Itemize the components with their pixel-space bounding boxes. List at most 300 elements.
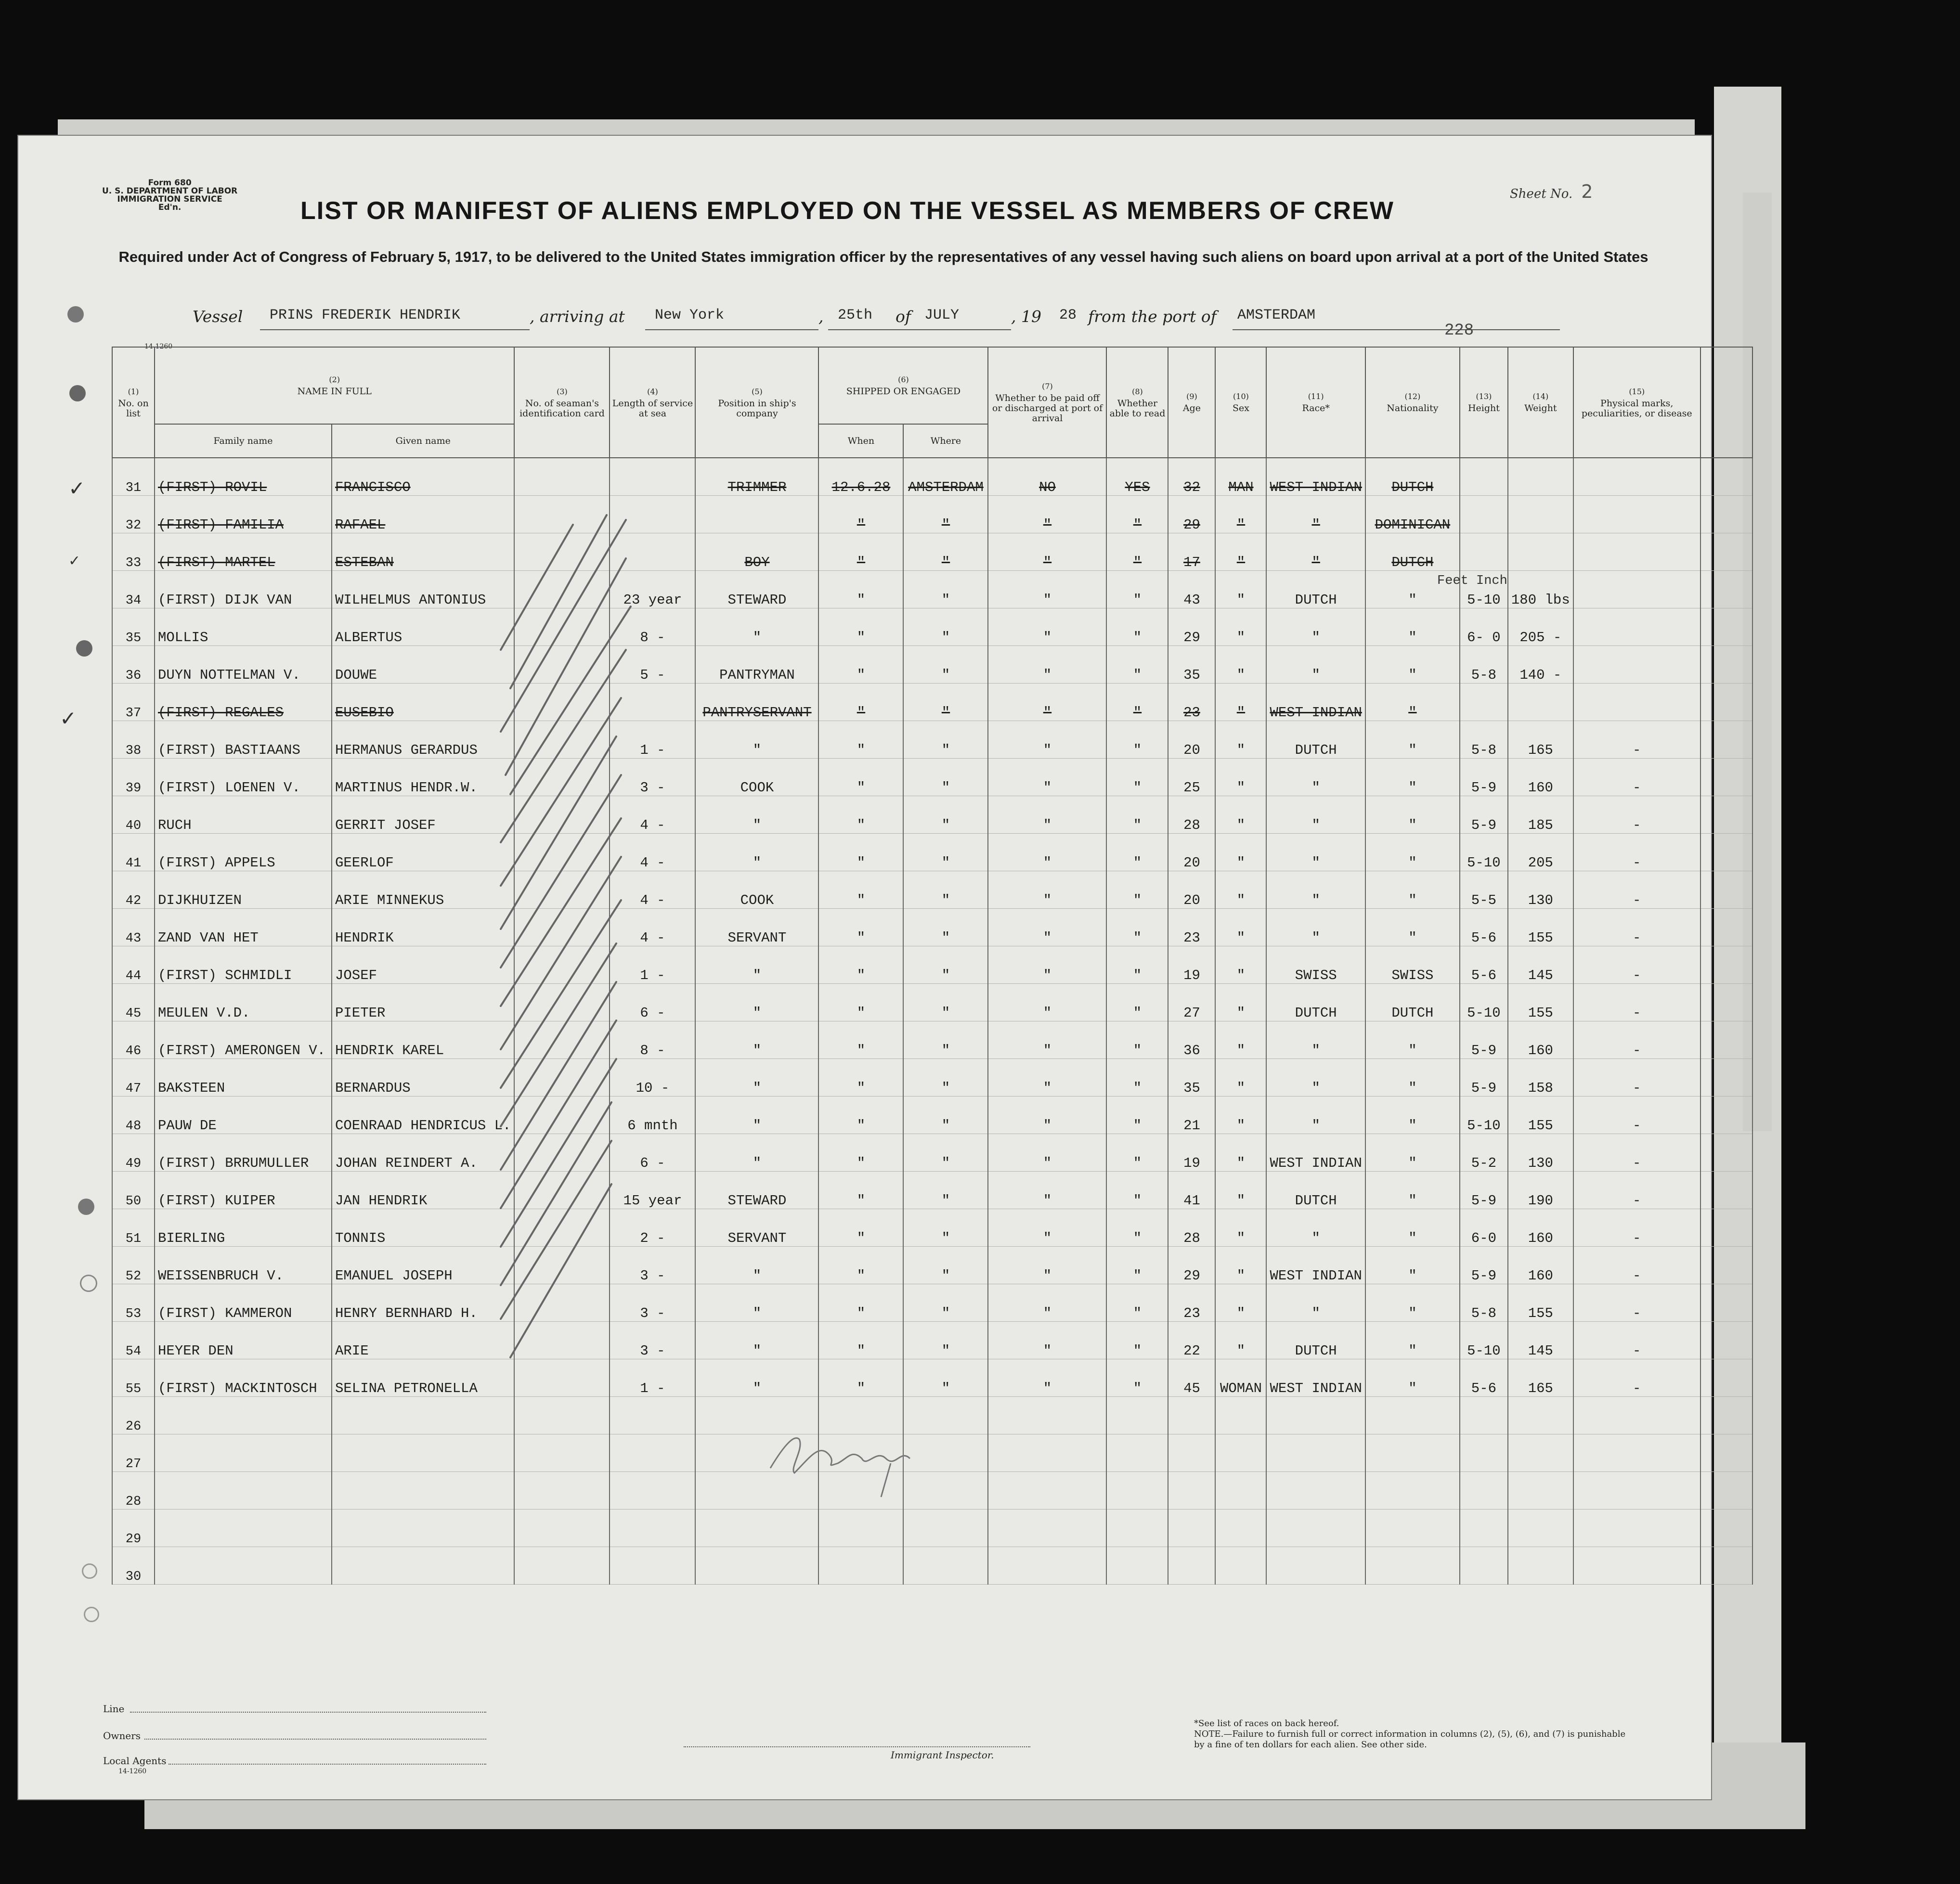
cell-blank [1700,1172,1752,1209]
punch-hole [82,1563,97,1579]
cell-position: " [695,1097,818,1134]
cell-shipped-where: " [903,984,988,1021]
voyage-line [193,307,1661,331]
cell-sex [1215,1547,1266,1585]
cell-paid-off: " [988,1359,1106,1397]
cell-weight: 130 [1508,871,1573,909]
cell-blank [1700,721,1752,759]
cell-family-name: BAKSTEEN [155,1059,332,1097]
cell-shipped-when: " [818,1059,903,1097]
cell-blank [1700,1472,1752,1510]
cell-able-to-read: " [1106,684,1168,721]
cell-physical-marks: - [1573,796,1700,834]
cell-weight: 180 lbs [1508,571,1573,608]
cell-weight: 160 [1508,759,1573,796]
cell-shipped-where: " [903,759,988,796]
cell-physical-marks: - [1573,1247,1700,1284]
cell-blank [1700,909,1752,946]
cell-paid-off: " [988,1134,1106,1172]
cell-sex [1215,1397,1266,1434]
cell-race: " [1266,834,1365,871]
cell-weight: 130 [1508,1134,1573,1172]
cell-given-name: BERNARDUS [332,1059,514,1097]
cell-age [1168,1472,1215,1510]
cell-able-to-read [1106,1547,1168,1585]
cell-sex: " [1215,533,1266,571]
header-form-ref: 14-1260 [144,343,173,350]
table-row [112,721,1752,759]
table-row [112,458,1752,496]
cell-shipped-where: " [903,646,988,684]
cell-service-length [610,458,695,496]
cell-nationality: " [1365,1209,1460,1247]
cell-physical-marks: - [1573,1097,1700,1134]
cell-paid-off: " [988,946,1106,984]
cell-nationality: DOMINICAN [1365,496,1460,533]
col-header-service: (4) Length of service at sea [610,347,695,458]
from-label: from the port of [1088,307,1217,326]
cell-shipped-where: " [903,608,988,646]
cell-position: " [695,1247,818,1284]
cell-service-length: 3 - [610,1322,695,1359]
cell-family-name: (FIRST) ROVIL [155,458,332,496]
table-row [112,1397,1752,1434]
cell-given-name: HERMANUS GERARDUS [332,721,514,759]
line-field [130,1712,486,1713]
cell-service-length: 3 - [610,759,695,796]
cell-shipped-where: " [903,721,988,759]
cell-nationality: " [1365,871,1460,909]
cell-nationality: " [1365,1172,1460,1209]
cell-given-name: DOUWE [332,646,514,684]
cell-able-to-read: " [1106,1322,1168,1359]
cell-row-number: 30 [112,1547,155,1585]
cell-service-length: 10 - [610,1059,695,1097]
table-row [112,871,1752,909]
cell-family-name: (FIRST) DIJK VAN [155,571,332,608]
col-header-weight: (14) Weight [1508,347,1573,458]
cell-paid-off: " [988,1209,1106,1247]
cell-service-length: 2 - [610,1209,695,1247]
cell-age: 20 [1168,834,1215,871]
cell-nationality: " [1365,1134,1460,1172]
cell-service-length [610,1547,695,1585]
cell-blank [1700,1547,1752,1585]
cell-id-card [514,1434,610,1472]
cell-service-length: 6 - [610,984,695,1021]
cell-service-length: 5 - [610,646,695,684]
cell-physical-marks [1573,571,1700,608]
cell-family-name: DIJKHUIZEN [155,871,332,909]
cell-sex [1215,1510,1266,1547]
table-row [112,496,1752,533]
cell-shipped-when: " [818,684,903,721]
cell-able-to-read: " [1106,871,1168,909]
sheet-number: Sheet No. 2 [1510,181,1593,202]
cell-able-to-read [1106,1434,1168,1472]
cell-physical-marks [1573,646,1700,684]
cell-height: 5-9 [1460,1059,1508,1097]
cell-given-name: JOHAN REINDERT A. [332,1134,514,1172]
arrival-year: 28 [1059,307,1077,323]
cell-paid-off [988,1547,1106,1585]
cell-race: WEST INDIAN [1266,1134,1365,1172]
cell-age: 21 [1168,1097,1215,1134]
col-header-blank [1700,347,1752,458]
cell-family-name: (FIRST) KUIPER [155,1172,332,1209]
cell-shipped-when: " [818,571,903,608]
cell-able-to-read: " [1106,1284,1168,1322]
cell-family-name [155,1434,332,1472]
cell-row-number: 52 [112,1247,155,1284]
cell-paid-off: " [988,496,1106,533]
cell-row-number: 29 [112,1510,155,1547]
cell-shipped-where: " [903,1359,988,1397]
table-row [112,646,1752,684]
cell-height: 5-10 [1460,1322,1508,1359]
cell-id-card [514,1472,610,1510]
col-header-nationality: (12) Nationality [1365,347,1460,458]
cell-physical-marks [1573,608,1700,646]
cell-race [1266,1472,1365,1510]
cell-race: DUTCH [1266,571,1365,608]
cell-family-name: DUYN NOTTELMAN V. [155,646,332,684]
cell-paid-off [988,1397,1106,1434]
table-row [112,1472,1752,1510]
cell-sex: " [1215,909,1266,946]
cell-height: 5-9 [1460,796,1508,834]
cell-family-name [155,1472,332,1510]
cell-nationality: " [1365,1097,1460,1134]
page-title: LIST OR MANIFEST OF ALIENS EMPLOYED ON THE VESSEL AS MEMBERS OF CREW [300,197,1394,225]
cell-given-name: ARIE [332,1322,514,1359]
cell-row-number: 35 [112,608,155,646]
cell-physical-marks [1573,1547,1700,1585]
cell-position: " [695,834,818,871]
cell-position: " [695,1284,818,1322]
table-row [112,909,1752,946]
cell-age: 36 [1168,1021,1215,1059]
cell-given-name: HENRY BERNHARD H. [332,1284,514,1322]
cell-row-number: 37 [112,684,155,721]
cell-age: 35 [1168,646,1215,684]
cell-able-to-read: " [1106,646,1168,684]
cell-row-number: 44 [112,946,155,984]
cell-paid-off: " [988,909,1106,946]
cell-blank [1700,458,1752,496]
cell-race: " [1266,608,1365,646]
table-row [112,1097,1752,1134]
table-row [112,1172,1752,1209]
cell-sex [1215,1472,1266,1510]
cell-service-length [610,1434,695,1472]
cell-paid-off: " [988,646,1106,684]
cell-paid-off: " [988,533,1106,571]
cell-blank [1700,1059,1752,1097]
cell-blank [1700,1397,1752,1434]
cell-shipped-when: " [818,721,903,759]
table-row [112,1547,1752,1585]
cell-shipped-when: " [818,533,903,571]
cell-height [1460,496,1508,533]
cell-blank [1700,646,1752,684]
cell-race: WEST INDIAN [1266,458,1365,496]
cell-able-to-read [1106,1472,1168,1510]
punch-hole [76,640,92,657]
cell-row-number: 43 [112,909,155,946]
cell-race: " [1266,533,1365,571]
cell-nationality: " [1365,1021,1460,1059]
cell-sex: " [1215,1209,1266,1247]
cell-nationality: " [1365,1284,1460,1322]
cell-family-name: ZAND VAN HET [155,909,332,946]
cell-height [1460,1472,1508,1510]
date-underline [828,329,1011,330]
cell-row-number: 42 [112,871,155,909]
cell-nationality [1365,1397,1460,1434]
cell-paid-off: " [988,684,1106,721]
cell-shipped-where: " [903,1059,988,1097]
cell-nationality: " [1365,571,1460,608]
cell-blank [1700,796,1752,834]
cell-given-name: HENDRIK KAREL [332,1021,514,1059]
cell-age: 28 [1168,1209,1215,1247]
table-row [112,984,1752,1021]
cell-physical-marks: - [1573,721,1700,759]
cell-family-name: HEYER DEN [155,1322,332,1359]
height-units-note: Feet Inch [1437,574,1507,588]
departure-underline [1233,329,1560,330]
cell-height: 5-6 [1460,909,1508,946]
cell-race [1266,1510,1365,1547]
cell-given-name: JOSEF [332,946,514,984]
table-row [112,1021,1752,1059]
cell-able-to-read: " [1106,1247,1168,1284]
cell-shipped-where: " [903,1247,988,1284]
table-row [112,1359,1752,1397]
cell-service-length: 6 mnth [610,1097,695,1134]
cell-physical-marks: - [1573,1021,1700,1059]
cell-race: " [1266,1021,1365,1059]
cell-race: " [1266,1097,1365,1134]
cell-age: 29 [1168,608,1215,646]
cell-nationality: " [1365,684,1460,721]
cell-family-name: (FIRST) MACKINTOSCH [155,1359,332,1397]
cell-shipped-where: " [903,1209,988,1247]
cell-shipped-when: " [818,834,903,871]
table-row [112,1284,1752,1322]
cell-nationality: DUTCH [1365,984,1460,1021]
table-row [112,1322,1752,1359]
cell-weight [1508,496,1573,533]
cell-age: 22 [1168,1322,1215,1359]
cell-weight: 145 [1508,946,1573,984]
cell-weight: 165 [1508,1359,1573,1397]
cell-physical-marks [1573,458,1700,496]
cell-height: 5-10 [1460,834,1508,871]
cell-nationality: " [1365,834,1460,871]
cell-paid-off: " [988,721,1106,759]
cell-able-to-read: " [1106,834,1168,871]
cell-shipped-when: " [818,1209,903,1247]
cell-sex: " [1215,1059,1266,1097]
cell-row-number: 28 [112,1472,155,1510]
cell-weight: 155 [1508,909,1573,946]
inspector-signature [766,1415,920,1502]
cell-weight [1508,1547,1573,1585]
cell-height: 5-8 [1460,646,1508,684]
cell-physical-marks: - [1573,1359,1700,1397]
cell-physical-marks [1573,496,1700,533]
cell-age [1168,1510,1215,1547]
cell-position: " [695,1059,818,1097]
cell-able-to-read: YES [1106,458,1168,496]
cell-height [1460,1434,1508,1472]
cell-paid-off: " [988,834,1106,871]
stamped-number: 228 [1444,322,1474,340]
cell-position: " [695,1322,818,1359]
cell-service-length: 15 year [610,1172,695,1209]
cell-height: 5-10 [1460,1097,1508,1134]
cell-height [1460,1397,1508,1434]
cell-physical-marks: - [1573,1134,1700,1172]
cell-sex: " [1215,684,1266,721]
cell-position: TRIMMER [695,458,818,496]
cell-position: " [695,1134,818,1172]
cell-race: " [1266,871,1365,909]
cell-physical-marks: - [1573,946,1700,984]
table-row [112,759,1752,796]
cell-age: 29 [1168,496,1215,533]
cell-position: " [695,1359,818,1397]
cell-weight: 160 [1508,1021,1573,1059]
cell-race: DUTCH [1266,1322,1365,1359]
table-row [112,1134,1752,1172]
cell-able-to-read: " [1106,909,1168,946]
cell-physical-marks: - [1573,871,1700,909]
table-row [112,834,1752,871]
cell-nationality [1365,1472,1460,1510]
cell-nationality: " [1365,909,1460,946]
arrival-day: 25th [838,307,873,323]
cell-sex: " [1215,608,1266,646]
pencil-tally-marks [481,505,703,1420]
col-header-name: (2) NAME IN FULL [155,347,514,424]
cell-id-card [514,1510,610,1547]
cell-physical-marks [1573,684,1700,721]
cell-family-name: (FIRST) BASTIAANS [155,721,332,759]
cell-able-to-read: " [1106,984,1168,1021]
cell-shipped-when: 12.6.28 [818,458,903,496]
cell-physical-marks: - [1573,834,1700,871]
cell-shipped-where: " [903,496,988,533]
cell-position: " [695,721,818,759]
cell-family-name: MEULEN V.D. [155,984,332,1021]
cell-shipped-when [818,1510,903,1547]
inspector-signature-line [684,1746,1030,1747]
cell-row-number: 32 [112,496,155,533]
cell-blank [1700,571,1752,608]
cell-position: PANTRYMAN [695,646,818,684]
cell-able-to-read: " [1106,608,1168,646]
owners-label: Owners [103,1730,141,1742]
cell-nationality: " [1365,1322,1460,1359]
cell-given-name: ARIE MINNEKUS [332,871,514,909]
cell-paid-off: " [988,1247,1106,1284]
cell-service-length: 8 - [610,1021,695,1059]
cell-family-name: PAUW DE [155,1097,332,1134]
cell-nationality [1365,1510,1460,1547]
cell-service-length: 1 - [610,946,695,984]
cell-paid-off: NO [988,458,1106,496]
cell-given-name: WILHELMUS ANTONIUS [332,571,514,608]
cell-given-name [332,1434,514,1472]
table-row [112,1510,1752,1547]
punch-hole [78,1199,94,1215]
cell-service-length: 23 year [610,571,695,608]
cell-given-name: FRANCISCO [332,458,514,496]
cell-id-card [514,1547,610,1585]
cell-row-number: 46 [112,1021,155,1059]
cell-blank [1700,1434,1752,1472]
cell-blank [1700,1209,1752,1247]
cell-row-number: 51 [112,1209,155,1247]
cell-row-number: 45 [112,984,155,1021]
table-row [112,946,1752,984]
cell-age: 19 [1168,1134,1215,1172]
cell-row-number: 38 [112,721,155,759]
cell-service-length [610,1510,695,1547]
cell-id-card [514,458,610,496]
cell-weight: 185 [1508,796,1573,834]
cell-height: 5-2 [1460,1134,1508,1172]
table-row [112,608,1752,646]
col-header-sex: (10) Sex [1215,347,1266,458]
cell-paid-off: " [988,1322,1106,1359]
check-mark-icon: ✓ [60,707,77,730]
cell-blank [1700,984,1752,1021]
cell-row-number: 49 [112,1134,155,1172]
cell-family-name: (FIRST) SCHMIDLI [155,946,332,984]
cell-race: " [1266,796,1365,834]
cell-shipped-when: " [818,984,903,1021]
cell-row-number: 54 [112,1322,155,1359]
cell-blank [1700,533,1752,571]
cell-paid-off: " [988,608,1106,646]
cell-weight [1508,458,1573,496]
cell-position: STEWARD [695,1172,818,1209]
cell-shipped-when: " [818,1172,903,1209]
cell-age: 32 [1168,458,1215,496]
cell-weight: 190 [1508,1172,1573,1209]
cell-race: DUTCH [1266,984,1365,1021]
cell-sex: " [1215,984,1266,1021]
page-subtitle: Required under Act of Congress of February 5, 1917, to be delivered to the United States immigration officer by the representatives of any vessel having such aliens on board upon arrival at a port of the United States [118,248,1648,265]
cell-shipped-where: AMSTERDAM [903,458,988,496]
cell-row-number: 34 [112,571,155,608]
cell-physical-marks [1573,1472,1700,1510]
cell-shipped-where: " [903,533,988,571]
cell-age: 23 [1168,684,1215,721]
cell-position: " [695,946,818,984]
cell-height: 5-10 [1460,571,1508,608]
cell-age: 19 [1168,946,1215,984]
col-header-given-name: Given name [332,424,514,458]
cell-height [1460,533,1508,571]
cell-able-to-read: " [1106,1134,1168,1172]
cell-family-name: (FIRST) REGALES [155,684,332,721]
punch-hole [69,385,86,401]
